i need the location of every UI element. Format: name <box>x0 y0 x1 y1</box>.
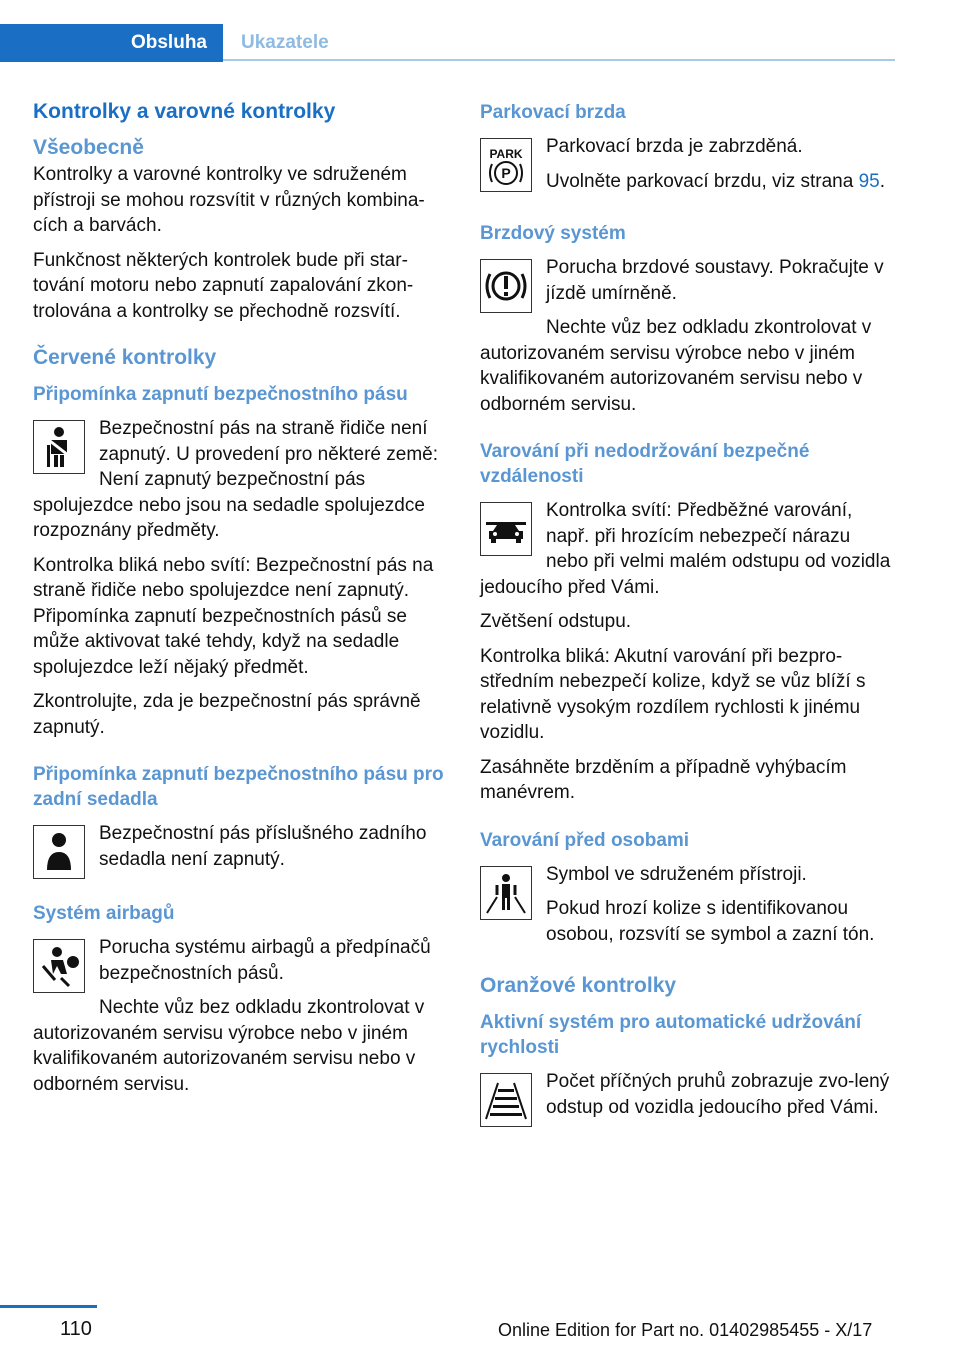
airbag-paragraph-2: Nechte vůz bez odkladu zkontrolovat v autorizovaném servisu výrobce nebo v jiném kvalifikovaném autorizovaném servisu nebo v odborném servisu. <box>33 997 425 1095</box>
parking-brake-heading: Parkovací brzda <box>480 102 626 123</box>
brake-paragraph-1: Porucha brzdové soustavy. Pokračujte v jízdě umírněně. <box>546 257 884 304</box>
left-column <box>33 100 451 1106</box>
general-paragraph-2: Funkčnost některých kontrolek bude při star-tování motoru nebo zapnutí zapalování zkon-trolována a kontrolky se přechodně rozsvítí. <box>33 249 414 322</box>
belt-reminder-block <box>33 416 451 544</box>
seatbelt-icon <box>33 420 85 474</box>
orange-lights-heading: Oranžové kontrolky <box>480 974 677 997</box>
header-tabbar <box>0 24 895 62</box>
distance-warning-heading: Varování při nedodržování bezpečné vzdálenosti <box>480 441 810 487</box>
distance-paragraph-1: Kontrolka svítí: Předběžné varování, např. při hrozícím nebezpečí nárazu nebo při velmi malém odstupu od vozidla jedoucího před Vámi. <box>480 500 891 598</box>
pedestrian-warning-heading: Varování před osobami <box>480 829 690 851</box>
distance-warning-icon <box>480 502 532 556</box>
belt-paragraph-1: Bezpečnostní pás na straně řidiče není zapnutý. U provedení pro některé země: Není zapnutý bezpečnostní pás spolujezdce nebo jsou na sedadle spolujezdce rozpoznány předměty. <box>33 418 439 541</box>
rear-belt-heading: Připomínka zapnutí bezpečnostního pásu pro zadní sedadla <box>33 764 444 810</box>
acc-paragraph-1: Počet příčných pruhů zobrazuje zvo-lený odstup od vozidla jedoucího před Vámi. <box>546 1071 890 1118</box>
page-link-95[interactable]: 95 <box>858 170 880 192</box>
acc-block <box>480 1069 892 1131</box>
tab-ukazatele[interactable]: Ukazatele <box>241 32 329 53</box>
tab-underline <box>223 59 895 61</box>
section-general-heading: Všeobecně <box>33 136 144 159</box>
rear-belt-paragraph: Bezpečnostní pás příslušného zadního sedadla není zapnutý. <box>99 823 427 870</box>
svg-text:PARK: PARK <box>489 147 523 161</box>
cruise-distance-icon <box>480 1073 532 1127</box>
brake-paragraph-2: Nechte vůz bez odkladu zkontrolovat v autorizovaném servisu výrobce nebo v jiném kvalifikovaném autorizovaném servisu nebo v odborném servisu. <box>480 317 872 415</box>
rear-belt-block <box>33 821 451 883</box>
brake-system-heading: Brzdový systém <box>480 223 626 244</box>
pedestrian-paragraph-1: Symbol ve sdruženém přístroji. <box>546 863 807 885</box>
distance-warning-block <box>480 498 892 600</box>
airbag-heading: Systém airbagů <box>33 903 175 924</box>
pedestrian-warning-icon <box>480 866 532 920</box>
pedestrian-paragraph-2: Pokud hrozí kolize s identifikovanou osobou, rozsvítí se symbol a zazní tón. <box>546 898 875 945</box>
pedestrian-warning-block <box>480 862 892 957</box>
tab-obsluha[interactable]: Obsluha <box>0 24 223 62</box>
airbag-paragraph-1: Porucha systému airbagů a předpínačů bezpečnostních pásů. <box>99 937 431 984</box>
belt-paragraph-3: Zkontrolujte, zda je bezpečnostní pás správně zapnutý. <box>33 691 421 738</box>
svg-text:P: P <box>501 165 511 181</box>
distance-paragraph-2: Zvětšení odstupu. <box>480 611 632 632</box>
distance-paragraph-4: Zasáhněte brzděním a případně vyhýbacím manévrem. <box>480 756 847 803</box>
parking-brake-icon <box>480 138 532 192</box>
airbag-icon <box>33 939 85 993</box>
edition-note: Online Edition for Part no. 01402985455 - X/17 <box>498 1320 873 1340</box>
brake-warning-icon <box>480 259 532 313</box>
brake-system-block <box>480 255 892 306</box>
right-column <box>480 100 892 1131</box>
rear-seatbelt-icon <box>33 825 85 879</box>
parking-brake-paragraph-1: Parkovací brzda je zabrzděná. <box>546 136 803 157</box>
page-number: 110 <box>60 1318 92 1340</box>
airbag-block <box>33 935 451 986</box>
acc-heading: Aktivní systém pro automatické udržování rychlosti <box>480 1012 862 1058</box>
footer-rule <box>0 1305 97 1308</box>
parking-brake-paragraph-2: Uvolněte parkovací brzdu, viz strana 95. <box>546 170 886 192</box>
page-title: Kontrolky a varovné kontrolky <box>33 100 336 123</box>
parking-brake-block <box>480 134 892 203</box>
distance-paragraph-3: Kontrolka bliká: Akutní varování při bezpro-středním nebezpečí kolize, když se vůz blíží s relativně vysokým rozdílem rychlosti k jinému vozidlu. <box>480 645 866 743</box>
belt-reminder-heading: Připomínka zapnutí bezpečnostního pásu <box>33 384 408 405</box>
belt-paragraph-2: Kontrolka bliká nebo svítí: Bezpečnostní pás na straně řidiče nebo spolujezdce není zapnutý. Připomínka zapnutí bezpečnostních pásů se může aktivovat také tehdy, když na sedadle spolujezdce leží nějaký předmět. <box>33 554 434 678</box>
red-lights-heading: Červené kontrolky <box>33 346 217 369</box>
general-paragraph-1: Kontrolky a varovné kontrolky ve sdruženém přístroji se mohou rozsvítit v různých kombina-cích a barvách. <box>33 164 425 236</box>
